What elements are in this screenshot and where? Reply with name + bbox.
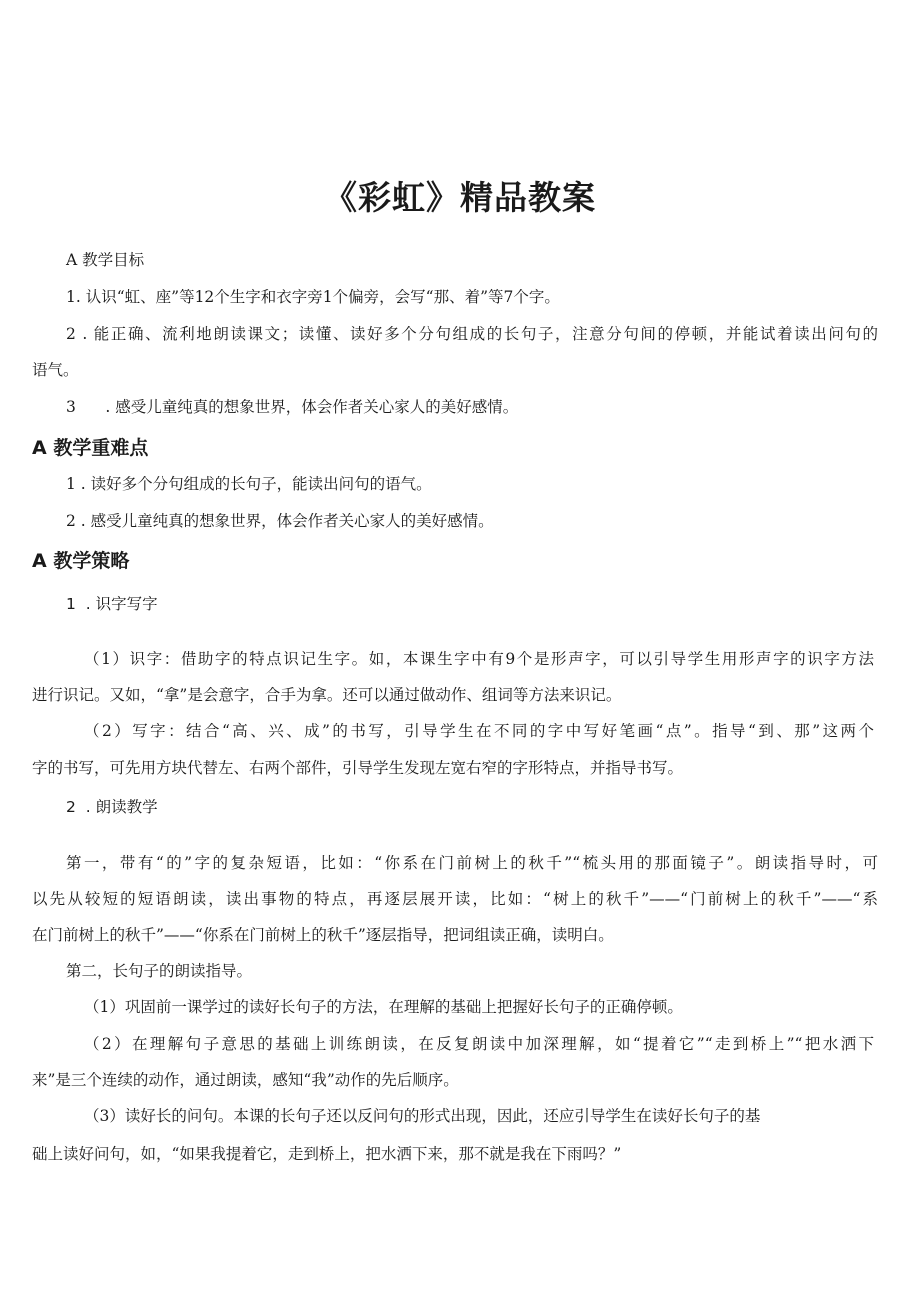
paragraph-long-sentence-item-2-line-1: （2）在理解句子意思的基础上训练朗读，在反复朗读中加深理解，如“提着它”“走到桥上”“把水洒下 <box>84 1035 874 1053</box>
paragraph-phrase-reading-line-2: 以先从较短的短语朗读，读出事物的特点，再逐层展开读，比如：“树上的秋千”——“门前树上的秋千”——“系 <box>32 890 878 908</box>
key-item-1: 1 . 读好多个分句组成的长句子，能读出问句的语气。 <box>66 475 432 493</box>
goal-item-3: 3 . 感受儿童纯真的想象世界，体会作者关心家人的美好感情。 <box>66 398 519 416</box>
paragraph-literacy-line-2: 进行识记。又如，“拿”是会意字，合手为拿。还可以通过做动作、组词等方法来识记。 <box>32 686 622 704</box>
goal-item-2-line-2: 语气。 <box>32 361 79 379</box>
paragraph-literacy-line-1: （1）识字：借助字的特点识记生字。如，本课生字中有9个是形声字，可以引导学生用形声字的识字方法 <box>84 650 874 668</box>
paragraph-long-sentence-item-2-line-2: 来”是三个连续的动作，通过朗读，感知“我”动作的先后顺序。 <box>32 1071 459 1089</box>
goal-item-1: 1. 认识“虹、座”等12个生字和衣字旁1个偏旁，会写“那、着”等7个字。 <box>66 288 560 306</box>
section-heading-goals: A 教学目标 <box>66 251 145 269</box>
paragraph-writing-line-1: （2）写字：结合“高、兴、成”的书写，引导学生在不同的字中写好笔画“点”。指导“到、那”这两个 <box>84 722 874 740</box>
strategy-sub-heading-1: 1 . 识字写字 <box>66 595 158 613</box>
paragraph-long-sentence-item-1: （1）巩固前一课学过的读好长句子的方法，在理解的基础上把握好长句子的正确停顿。 <box>84 998 683 1016</box>
strategy-sub-heading-2: 2 . 朗读教学 <box>66 798 158 816</box>
paragraph-phrase-reading-line-3: 在门前树上的秋千”——“你系在门前树上的秋千”逐层指导，把词组读正确，读明白。 <box>32 926 614 944</box>
paragraph-writing-line-2: 字的书写，可先用方块代替左、右两个部件，引导学生发现左宽右窄的字形特点，并指导书写。 <box>32 759 684 777</box>
section-heading-strategy: A 教学策略 <box>32 550 130 572</box>
goal-item-2-line-1: 2 . 能正确、流利地朗读课文；读懂、读好多个分句组成的长句子，注意分句间的停顿，并能试着读出问句的 <box>66 325 878 343</box>
paragraph-long-sentence-item-3-line-1: （3）读好长的问句。本课的长句子还以反问句的形式出现，因此，还应引导学生在读好长句子的基 <box>84 1107 761 1125</box>
section-heading-key-points: A 教学重难点 <box>32 437 149 459</box>
paragraph-phrase-reading-line-1: 第一，带有“的”字的复杂短语，比如：“你系在门前树上的秋千”“梳头用的那面镜子”。朗读指导时，可 <box>66 854 878 872</box>
paragraph-long-sentence-item-3-line-2: 础上读好问句，如，“如果我提着它，走到桥上，把水洒下来，那不就是我在下雨吗？” <box>32 1145 622 1163</box>
paragraph-long-sentence-intro: 第二，长句子的朗读指导。 <box>66 962 253 980</box>
key-item-2: 2 . 感受儿童纯真的想象世界，体会作者关心家人的美好感情。 <box>66 512 494 530</box>
document-title: 《彩虹》精品教案 <box>324 178 596 217</box>
